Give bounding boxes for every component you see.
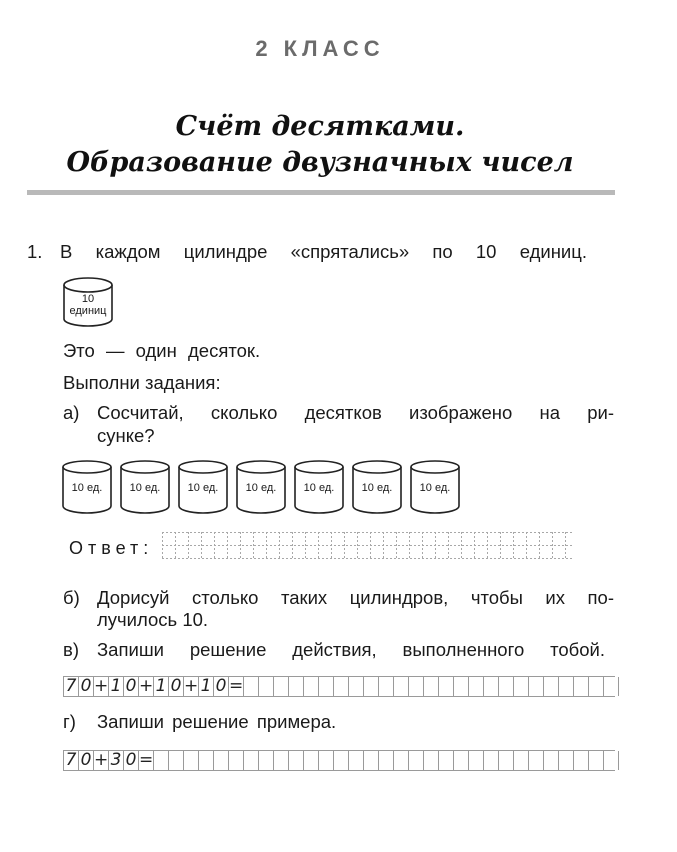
solution-cell[interactable]: [484, 677, 499, 696]
subtask-b-line2: лучилось 10.: [97, 609, 209, 630]
subtask-g-label: г): [63, 711, 76, 732]
solution-cell[interactable]: [514, 677, 529, 696]
solution-cell[interactable]: [529, 751, 544, 770]
cylinder-2: [119, 459, 171, 520]
solution-cell[interactable]: [379, 751, 394, 770]
answer-grid[interactable]: [162, 532, 572, 560]
subtask-a-line1: Сосчитай, сколько десятков изображено на ри-: [97, 402, 614, 423]
solution-cell[interactable]: [499, 677, 514, 696]
cylinder-4: [235, 459, 287, 520]
solution-cell[interactable]: [574, 677, 589, 696]
example-cylinder-line1: 10: [81, 293, 95, 305]
solution-cell[interactable]: [184, 751, 199, 770]
solution-cell[interactable]: [214, 751, 229, 770]
solution-cell[interactable]: [319, 751, 334, 770]
solution-cells-v[interactable]: [63, 676, 615, 697]
cylinder-label: 10 ед.: [303, 482, 335, 494]
cylinder-row: [61, 459, 461, 515]
task-intro: В каждом цилиндре «спрятались» по 10 единиц.: [60, 241, 587, 262]
cylinder-label: 10 ед.: [187, 482, 219, 494]
solution-cell[interactable]: [499, 751, 514, 770]
solution-cell[interactable]: +: [139, 676, 154, 696]
solution-cell[interactable]: [289, 677, 304, 696]
solution-cell[interactable]: [244, 751, 259, 770]
cylinder-1: [61, 459, 113, 520]
solution-cell[interactable]: [544, 751, 559, 770]
cylinder-7: [409, 459, 461, 520]
do-tasks-text: Выполни задания:: [63, 372, 221, 393]
solution-cell[interactable]: [364, 677, 379, 696]
solution-cell[interactable]: [274, 677, 289, 696]
subtask-a-line2: сунке?: [97, 425, 155, 446]
solution-cell[interactable]: 0: [169, 677, 184, 696]
solution-cell[interactable]: [454, 751, 469, 770]
solution-cell[interactable]: 1: [109, 677, 124, 696]
solution-cell[interactable]: [439, 751, 454, 770]
subtask-a-label: а): [63, 402, 80, 423]
lesson-title-line2: Образование двузначных чисел: [66, 147, 574, 178]
solution-cell[interactable]: 3: [109, 751, 124, 770]
solution-cell[interactable]: [604, 677, 619, 696]
solution-cell[interactable]: [424, 677, 439, 696]
solution-cell[interactable]: [379, 677, 394, 696]
example-cylinder-line2: единиц: [69, 305, 107, 317]
solution-cell[interactable]: [349, 677, 364, 696]
solution-cell[interactable]: [544, 677, 559, 696]
solution-cell[interactable]: [304, 751, 319, 770]
solution-cell[interactable]: 0: [124, 677, 139, 696]
solution-cell[interactable]: [469, 677, 484, 696]
solution-cell[interactable]: [559, 751, 574, 770]
solution-cell[interactable]: [409, 751, 424, 770]
solution-cell[interactable]: =: [229, 676, 244, 696]
cylinder-label: 10 ед.: [419, 482, 451, 494]
solution-cell[interactable]: [334, 677, 349, 696]
subtask-b-label: б): [63, 587, 80, 608]
title-divider: [27, 190, 615, 195]
solution-cell[interactable]: [244, 677, 259, 696]
solution-cell[interactable]: [589, 751, 604, 770]
solution-cell[interactable]: [454, 677, 469, 696]
answer-label: Ответ:: [69, 538, 154, 558]
cylinder-label: 10 ед.: [245, 482, 277, 494]
solution-cell[interactable]: [349, 751, 364, 770]
lesson-title-line1: Счёт десятками.: [175, 111, 465, 142]
solution-cell[interactable]: +: [184, 676, 199, 696]
solution-cell[interactable]: [529, 677, 544, 696]
solution-cell[interactable]: +: [94, 676, 109, 696]
solution-cell[interactable]: [304, 677, 319, 696]
grade-heading: 2 КЛАСС: [255, 36, 385, 61]
solution-cell[interactable]: [169, 751, 184, 770]
task-number: 1.: [27, 241, 43, 262]
solution-cell[interactable]: +: [94, 750, 109, 770]
solution-cell[interactable]: 0: [124, 751, 139, 770]
solution-cell[interactable]: [469, 751, 484, 770]
solution-cells-g[interactable]: [63, 750, 615, 771]
one-ten-text: Это — один десяток.: [63, 340, 261, 361]
solution-cell[interactable]: 0: [79, 751, 94, 770]
cylinder-label: 10 ед.: [71, 482, 103, 494]
solution-cell[interactable]: [259, 751, 274, 770]
solution-cell[interactable]: [484, 751, 499, 770]
solution-cell[interactable]: [319, 677, 334, 696]
solution-cell[interactable]: [514, 751, 529, 770]
subtask-g-text: Запиши решение примера.: [97, 711, 337, 732]
solution-cell[interactable]: [574, 751, 589, 770]
cylinder-label: 10 ед.: [361, 482, 393, 494]
solution-cell[interactable]: 7: [64, 677, 79, 696]
cylinder-label: 10 ед.: [129, 482, 161, 494]
subtask-b-line1: Дорисуй столько таких цилиндров, чтобы их по-: [97, 587, 614, 608]
solution-cell[interactable]: [274, 751, 289, 770]
solution-cell[interactable]: [604, 751, 619, 770]
solution-cell[interactable]: 0: [79, 677, 94, 696]
solution-cell[interactable]: [439, 677, 454, 696]
solution-cell[interactable]: 0: [214, 677, 229, 696]
solution-cell[interactable]: [394, 677, 409, 696]
solution-cell[interactable]: [559, 677, 574, 696]
solution-cell[interactable]: [289, 751, 304, 770]
solution-cell[interactable]: [409, 677, 424, 696]
solution-cell[interactable]: 1: [199, 677, 214, 696]
solution-cell[interactable]: =: [139, 750, 154, 770]
solution-cell[interactable]: [229, 751, 244, 770]
solution-cell[interactable]: [259, 677, 274, 696]
solution-cell[interactable]: [589, 677, 604, 696]
solution-cell[interactable]: [199, 751, 214, 770]
solution-cell[interactable]: 7: [64, 751, 79, 770]
solution-cell[interactable]: [334, 751, 349, 770]
example-cylinder: [62, 276, 114, 328]
solution-cell[interactable]: [424, 751, 439, 770]
cylinder-3: [177, 459, 229, 520]
subtask-v-text: Запиши решение действия, выполненного тобой.: [97, 639, 605, 660]
subtask-v-label: в): [63, 639, 79, 660]
cylinder-6: [351, 459, 403, 520]
solution-cell[interactable]: [364, 751, 379, 770]
cylinder-5: [293, 459, 345, 520]
solution-cell[interactable]: [394, 751, 409, 770]
solution-cell[interactable]: [154, 751, 169, 770]
solution-cell[interactable]: 1: [154, 677, 169, 696]
